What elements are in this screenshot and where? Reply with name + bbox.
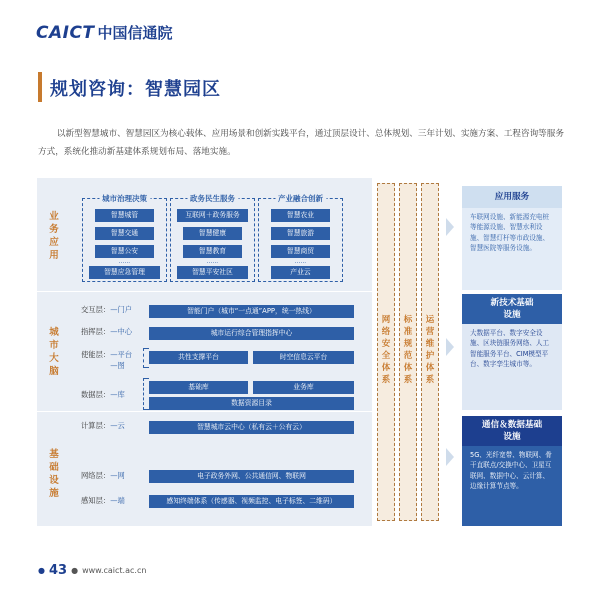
layer-suffix: —中心	[110, 327, 133, 336]
layer-name: 数据层：	[81, 390, 111, 399]
bullet-dot-icon: ●	[38, 566, 45, 575]
panel-body: 车联网设施、新能源充电桩等能源设施、智慧水利设施、智慧灯杆等市政设施、智慧医院等服务设施。	[462, 208, 562, 290]
layer-label-network	[81, 471, 125, 481]
layer-name: 指挥层：	[81, 327, 111, 336]
app-box: 智慧健康	[183, 227, 242, 240]
group-industry-innovation	[258, 194, 343, 282]
layer-suffix: —门户	[110, 305, 133, 314]
layer-label-command	[81, 327, 132, 337]
layer-name: 网络层：	[81, 471, 111, 480]
group-title: 政务民生服务	[187, 193, 238, 204]
caict-logo	[36, 22, 173, 43]
architecture-diagram	[37, 178, 562, 526]
base-db-box: 基础库	[149, 381, 248, 394]
bullet-dot-icon: ●	[71, 566, 79, 575]
portal-box: 智能门户（城市“一点通”APP，统一热线）	[149, 305, 354, 318]
app-box: 智慧平安社区	[177, 266, 248, 279]
page-title: 规划咨询：智慧园区	[50, 79, 221, 100]
page-footer	[38, 563, 146, 578]
layer-label-data	[81, 390, 125, 400]
app-box: 智慧公安	[95, 245, 154, 258]
layer-suffix-2: —图	[110, 361, 125, 370]
panel-body: 5G、光纤宽带、物联网、骨干直联点/交换中心、卫星互联网、数据中心、云计算、边缘计算节点等。	[462, 446, 562, 526]
layer-label-interaction	[81, 305, 132, 315]
layer-label-compute	[81, 421, 125, 431]
app-box: 互联网＋政务服务	[177, 209, 248, 222]
page-number: 43	[48, 563, 68, 578]
section-divider	[37, 411, 372, 412]
ellipsis-dots: ......	[206, 258, 219, 265]
group-city-governance	[82, 194, 167, 282]
app-box: 智慧旅游	[271, 227, 330, 240]
business-db-box: 业务库	[253, 381, 354, 394]
arrow-right-icon	[446, 218, 454, 236]
panel-title: 应用服务	[462, 186, 562, 208]
column-label: 运营维护体系	[425, 315, 435, 385]
layer-suffix: —平台	[110, 350, 133, 359]
column-label: 标准规范体系	[403, 315, 413, 385]
layer-suffix: —端	[110, 496, 125, 505]
app-box: 智慧商贸	[271, 245, 330, 258]
ellipsis-dots: ......	[294, 258, 307, 265]
footer-url: www.caict.ac.cn	[82, 566, 147, 575]
layer-label-enable	[81, 349, 132, 371]
column-label: 网络安全体系	[381, 315, 391, 385]
logo-chinese: 中国信通院	[97, 24, 173, 42]
app-box: 智慧城管	[95, 209, 154, 222]
panel-application-services	[462, 186, 562, 290]
layer-suffix: —网	[110, 471, 125, 480]
layer-name: 计算层：	[81, 421, 111, 430]
data-catalog-box: 数据资源目录	[149, 397, 354, 410]
operations-system-column	[421, 183, 439, 521]
panel-new-tech-infra	[462, 294, 562, 410]
group-title: 产业融合创新	[275, 193, 326, 204]
panel-title: 新技术基础设施	[462, 294, 562, 324]
layer-label-perception	[81, 496, 125, 506]
spatiotemporal-platform-box: 时空信息云平台	[253, 351, 354, 364]
arrow-right-icon	[446, 448, 454, 466]
common-platform-box: 共性支撑平台	[149, 351, 248, 364]
section-label-brain: 城市大脑	[49, 327, 59, 377]
group-public-service	[170, 194, 255, 282]
panel-title: 通信＆数据基础设施	[462, 416, 562, 446]
section-divider	[37, 291, 372, 292]
layer-name: 交互层：	[81, 305, 111, 314]
panel-comm-data-infra	[462, 416, 562, 526]
section-label-business: 业务应用	[49, 211, 59, 261]
section-label-infra: 基础设施	[49, 449, 59, 499]
group-title: 城市治理决策	[99, 193, 150, 204]
logo-english: CAICT	[36, 22, 95, 43]
panel-body: 大数据平台、数字安全设施、区块链服务网络、人工智能服务平台、CIM模型平台、数字孪生城市等。	[462, 324, 562, 410]
layer-suffix: —库	[110, 390, 125, 399]
layer-name: 使能层：	[81, 350, 111, 359]
app-box: 智慧应急管理	[89, 266, 160, 279]
app-box: 智慧农业	[271, 209, 330, 222]
app-box: 智慧教育	[183, 245, 242, 258]
intro-paragraph: 以新型智慧城市、智慧园区为核心载体、应用场景和创新实践平台，通过顶层设计、总体规划、三年计划、实施方案、工程咨询等服务方式，系统化推动新基建体系规划布局、落地实施。	[38, 129, 564, 157]
layer-name: 感知层：	[81, 496, 111, 505]
security-system-column	[377, 183, 395, 521]
ellipsis-dots: ......	[118, 258, 131, 265]
app-box: 产业云	[271, 266, 330, 279]
arrow-right-icon	[446, 338, 454, 356]
app-box: 智慧交通	[95, 227, 154, 240]
standards-system-column	[399, 183, 417, 521]
title-accent-bar	[38, 72, 42, 102]
command-center-box: 城市运行综合管理指挥中心	[149, 327, 354, 340]
layer-suffix: —云	[110, 421, 125, 430]
cloud-center-box: 智慧城市云中心（私有云＋公有云）	[149, 421, 354, 434]
perception-box: 感知终端体系（传感器、视频监控、电子标签、二维码）	[149, 495, 354, 508]
network-box: 电子政务外网、公共通信网、物联网	[149, 470, 354, 483]
